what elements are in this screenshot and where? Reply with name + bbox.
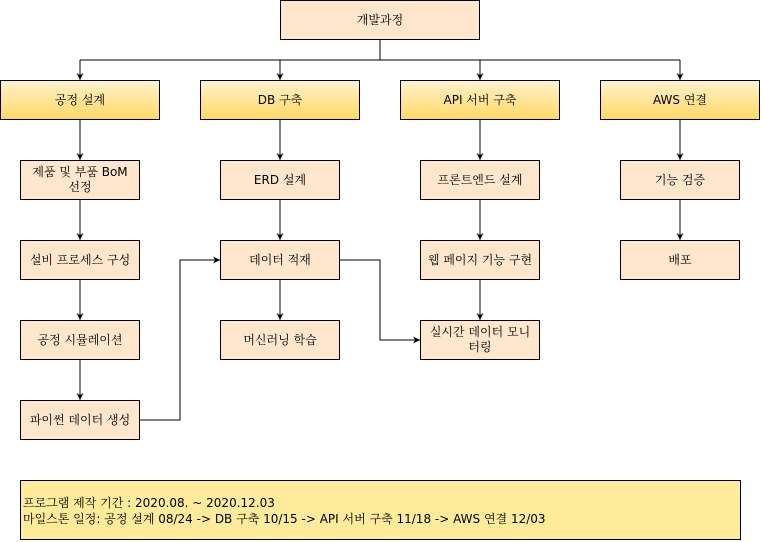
step-deployment[interactable]: 배포 — [620, 240, 740, 280]
step-erd-design[interactable]: ERD 설계 — [220, 160, 340, 200]
step-bom-selection[interactable]: 제품 및 부품 BoM 선정 — [20, 160, 140, 200]
step-web-features[interactable]: 웹 페이지 기능 구현 — [420, 240, 540, 280]
step-ml-training[interactable]: 머신러닝 학습 — [220, 320, 340, 360]
schedule-milestones: 마일스톤 일정: 공정 설계 08/24 -> DB 구축 10/15 -> API 서버 구축 11/18 -> AWS 연결 12/03 — [23, 512, 546, 526]
step-data-loading[interactable]: 데이터 적재 — [220, 240, 340, 280]
schedule-note — [20, 480, 741, 540]
step-frontend-design[interactable]: 프론트엔드 설계 — [420, 160, 540, 200]
step-realtime-monitoring[interactable]: 실시간 데이터 모니터링 — [420, 320, 540, 360]
phase-api-server[interactable]: API 서버 구축 — [400, 80, 560, 120]
step-process-simulation[interactable]: 공정 시뮬레이션 — [20, 320, 140, 360]
step-feature-verification[interactable]: 기능 검증 — [620, 160, 740, 200]
phase-process-design[interactable]: 공정 설계 — [0, 80, 160, 120]
phase-aws-connect[interactable]: AWS 연결 — [600, 80, 760, 120]
phase-db-build[interactable]: DB 구축 — [200, 80, 360, 120]
edge-load-monitor — [340, 260, 420, 340]
step-equipment-process[interactable]: 설비 프로세스 구성 — [20, 240, 140, 280]
schedule-period: 프로그램 제작 기간 : 2020.08. ~ 2020.12.03 — [23, 496, 275, 510]
root-node[interactable]: 개발과정 — [280, 0, 480, 40]
edge-python-load — [140, 260, 220, 420]
step-python-data-generation[interactable]: 파이썬 데이터 생성 — [20, 400, 140, 440]
